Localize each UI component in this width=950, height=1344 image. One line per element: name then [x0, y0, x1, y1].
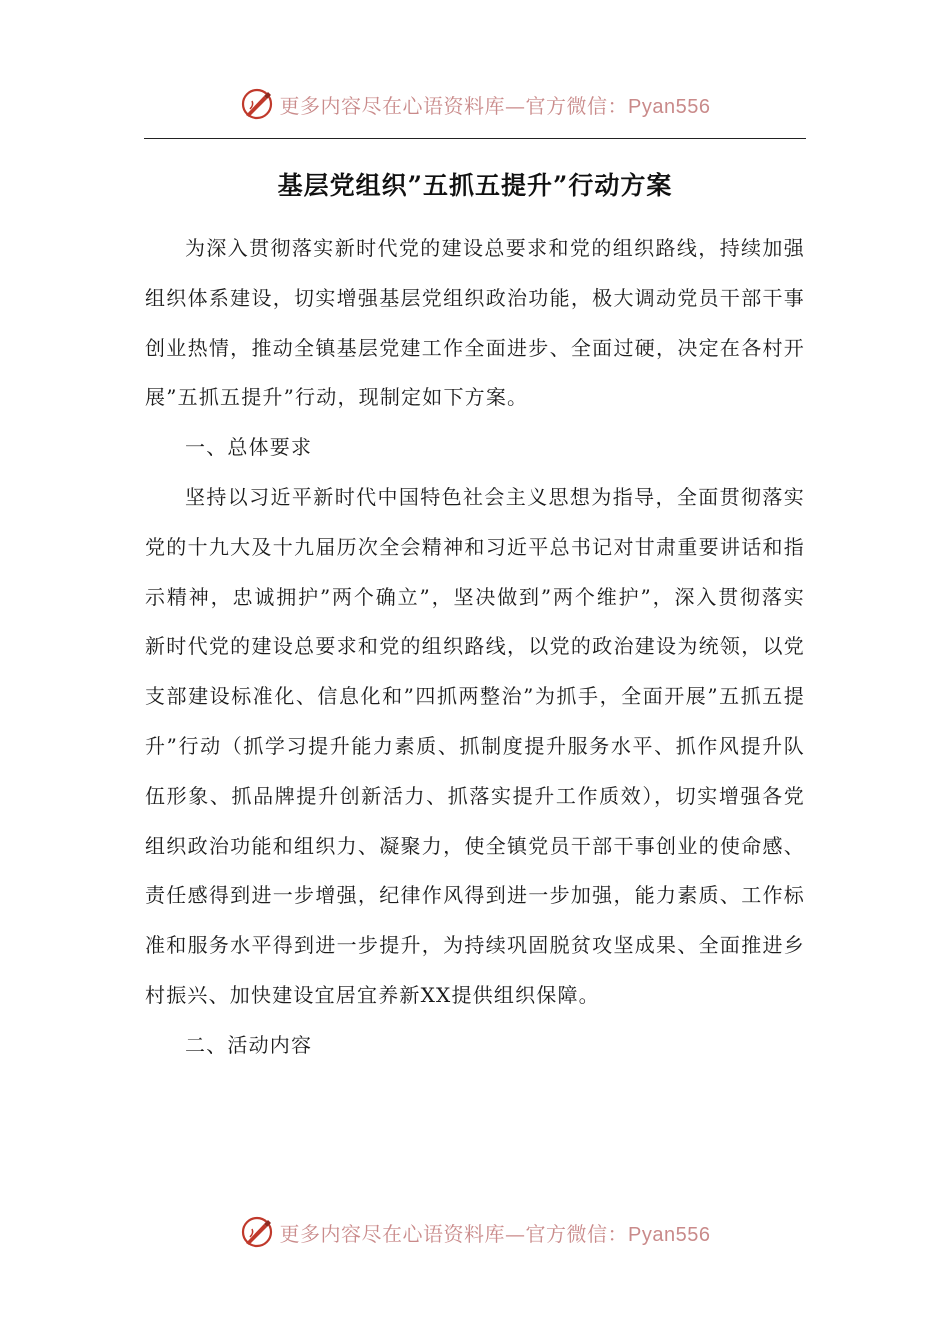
document-title: 基层党组织”五抓五提升”行动方案	[277, 171, 673, 200]
pen-logo-icon	[240, 1215, 274, 1249]
watermark-wechat-id: Pyan556	[628, 95, 711, 118]
intro-paragraph: 为深入贯彻落实新时代党的建设总要求和党的组织路线，持续加强组织体系建设，切实增强基层党组织政治功能，极大调动党员干部干事创业热情，推动全镇基层党建工作全面进步、全面过硬，决定在各村开展”五抓五提升”行动，现制定如下方案。	[145, 236, 805, 410]
watermark-group	[240, 87, 711, 121]
watermark-wechat-id: Pyan556	[628, 1223, 711, 1246]
pen-logo-icon	[240, 87, 274, 121]
general-requirements-paragraph: 坚持以习近平新时代中国特色社会主义思想为指导，全面贯彻落实党的十九大及十九届历次全会精神和习近平总书记对甘肃重要讲话和指示精神，忠诚拥护”两个确立”，坚决做到”两个维护”，深入贯彻落实新时代党的建设总要求和党的组织路线，以党的政治建设为统领，以党支部建设标准化、信息化和”四抓两整治”为抓手，全面开展”五抓五提升”行动（抓学习提升能力素质、抓制度提升服务水平、抓作风提升队伍形象、抓品牌提升创新活力、抓落实提升工作质效），切实增强各党组织政治功能和组织力、凝聚力，使全镇党员干部干事创业的使命感、责任感得到进一步增强，纪律作风得到进一步加强，能力素质、工作标准和服务水平得到进一步提升，为持续巩固脱贫攻坚成果、全面推进乡村振兴、加快建设宜居宜养新XX提供组织保障。	[145, 484, 805, 1007]
footer-watermark	[0, 1212, 950, 1252]
section-heading-activity-content: 二、活动内容	[185, 1032, 313, 1057]
watermark-group	[240, 1215, 711, 1249]
watermark-text	[280, 90, 711, 119]
watermark-text	[280, 1218, 711, 1247]
watermark-label: 更多内容尽在心语资料库—官方微信：	[279, 93, 629, 118]
header-divider	[144, 138, 806, 139]
document-body	[145, 224, 805, 1071]
header-watermark	[0, 84, 950, 124]
watermark-label: 更多内容尽在心语资料库—官方微信：	[279, 1221, 629, 1246]
section-heading-general-requirements: 一、总体要求	[185, 435, 313, 460]
